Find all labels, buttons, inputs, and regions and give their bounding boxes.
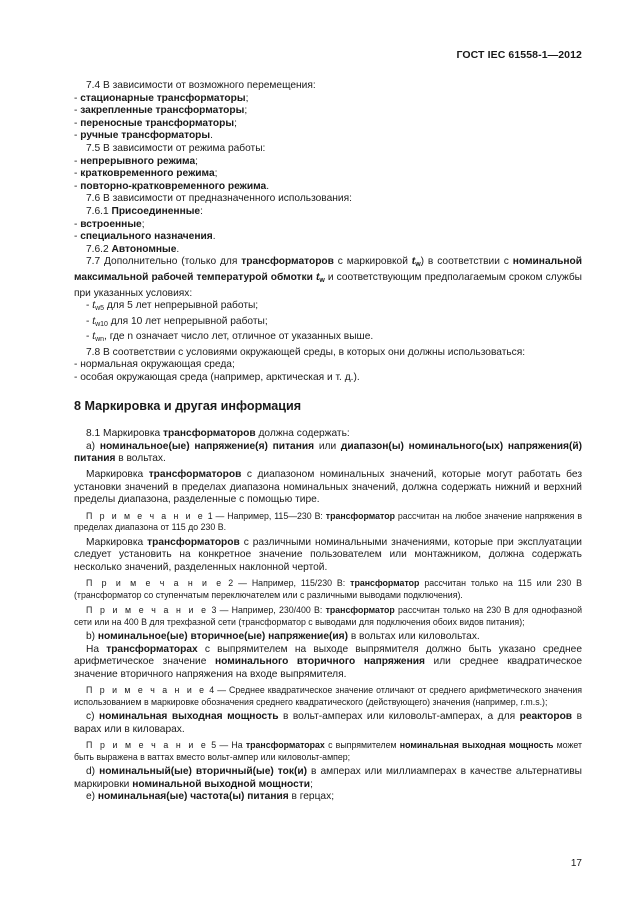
item-c: с) номинальная выходная мощность в вольт-амперах или киловольт-амперах, а для реакторов в варах или в киловарах. — [74, 711, 582, 735]
clause-7-5-intro: 7.5 В зависимости от режима работы: — [86, 142, 266, 154]
clause-7-6-1: 7.6.1 Присоединенные: — [86, 205, 203, 217]
list-item: - непрерывного режима; — [74, 155, 198, 167]
item-d: d) номинальный(ые) вторичный(ые) ток(и) в амперах или миллиамперах в качестве альтернативы маркировки номинальной выходной мощности; — [74, 766, 582, 790]
item-b: b) номинальное(ые) вторичное(ые) напряжение(ия) в вольтах или киловольтах. — [86, 631, 480, 643]
note-3: П р и м е ч а н и е 3 — Например, 230/400 В: трансформатор рассчитан только на 230 В для однофазной сети или на 400 В для трехфазной сети (трансформатор с выводами для подключения обоих видов питания); — [74, 605, 582, 627]
clause-8-1: 8.1 Маркировка трансформаторов должна содержать: — [86, 428, 350, 440]
page-content — [74, 80, 582, 804]
list-item: - кратковременного режима; — [74, 168, 218, 180]
list-item: - закрепленные трансформаторы; — [74, 105, 248, 117]
list-item: - переносные трансформаторы; — [74, 117, 237, 129]
list-item: - специального назначения. — [74, 231, 216, 243]
paragraph: Маркировка трансформаторов с различными номинальными значениями, которые при эксплуатации следует установить на конкретное значение пользователем или монтажником, должна содержать несколько значений, разделенных наклонной чертой. — [74, 536, 582, 573]
note-4: П р и м е ч а н и е 4 — Среднее квадратическое значение отличают от среднего арифметического значения использованием в маркировке обозначения среднего квадратического (действующего) значения (например, r.m.s.); — [74, 685, 582, 707]
list-item: - встроенные; — [74, 218, 145, 230]
note-2: П р и м е ч а н и е 2 — Например, 115/230 В: трансформатор рассчитан только на 115 или 230 В (трансформатор со ступенчатым переключателем или с различными выводами подключения). — [74, 578, 583, 600]
clause-7-8-intro: 7.8 В соответствии с условиями окружающей среды, в которых они должны использоваться: — [86, 346, 526, 358]
note-1: П р и м е ч а н и е 1 — Например, 115—230 В: трансформатор рассчитан на любое значение напряжения в пределах диапазона от 115 до 230 В. — [74, 510, 582, 533]
item-e: е) номинальная(ые) частота(ы) питания в герцах; — [86, 791, 335, 803]
list-item: - нормальная окружающая среда; — [74, 359, 235, 371]
item-a: а) номинальное(ые) напряжение(я) питания или диапазон(ы) номинального(ых) напряжения(й) питания в вольтах. — [74, 440, 583, 465]
clause-7-4-intro: 7.4 В зависимости от возможного перемещения: — [86, 80, 316, 91]
section-title: 8 Маркировка и другая информация — [74, 398, 302, 413]
paragraph: Маркировка трансформаторов с диапазоном номинальных значений, которые могут работать без установки значений в пределах диапазона номинальных значений, должна содержать нижний и верхний пределы диапазона, разделенные с помощью тире. — [74, 469, 582, 506]
document-header: ГОСТ IEC 61558-1—2012 — [456, 49, 582, 61]
page-number: 17 — [570, 858, 582, 869]
list-item: - $t_{w5}$ для 5 лет непрерывной работы; — [86, 300, 259, 313]
list-item: - особая окружающая среда (например, арктическая и т. д.). — [74, 372, 360, 384]
list-item: - ручные трансформаторы. — [74, 130, 213, 142]
list-item: - стационарные трансформаторы; — [74, 92, 249, 104]
note-5: П р и м е ч а н и е 5 — На трансформаторах с выпрямителем номинальная выходная мощность может быть выражена в ваттах вместо вольт-ампер или киловольт-ампер; — [74, 740, 582, 762]
paragraph: На трансформаторах с выпрямителем на выходе выпрямителя должно быть указано среднее арифметическое значение номинального вторичного напряжения или среднее квадратическое значение вторичного напряжения на входе выпрямителя. — [74, 643, 583, 680]
list-item: - $t_{wn}$, где n означает число лет, отличное от указанных выше. — [86, 331, 374, 344]
clause-7-6-2: 7.6.2 Автономные. — [86, 243, 180, 255]
list-item: - повторно-кратковременного режима. — [74, 180, 270, 192]
clause-7-6-intro: 7.6 В зависимости от предназначенного использования: — [86, 193, 352, 205]
list-item: - $t_{w10}$ для 10 лет непрерывной работы; — [86, 315, 268, 328]
clause-7-7: 7.7 Дополнительно (только для трансформаторов с маркировкой $t_w$) в соответствии с номинальной максимальной рабочей температурой обмотки $t_w$ и соответствующим предполагаемым сроком службы при указанных условиях: — [74, 256, 582, 299]
